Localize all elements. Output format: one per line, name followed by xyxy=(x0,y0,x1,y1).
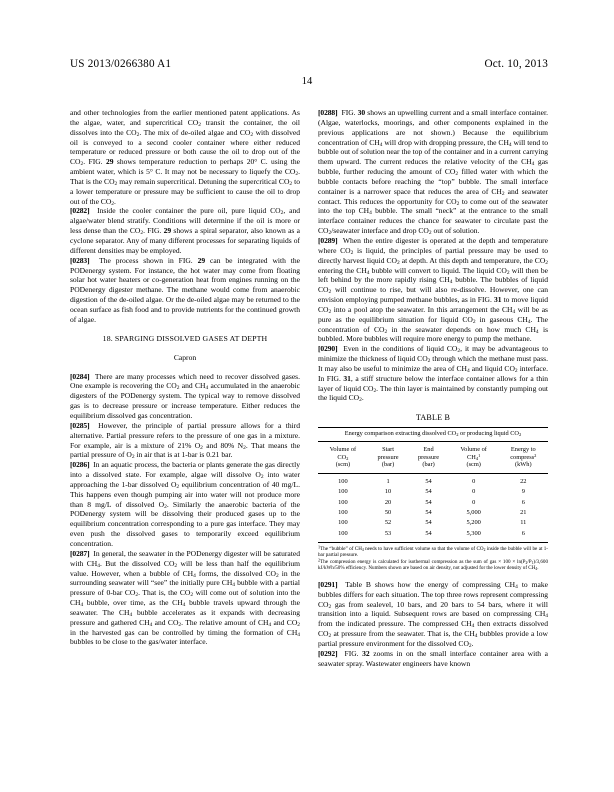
table-row xyxy=(318,487,548,497)
column-header-energy-to-compress: Energy to compress$^2$ (kWh) xyxy=(510,445,537,469)
cell: 5,000 xyxy=(466,509,481,517)
cell: 100 xyxy=(338,477,348,485)
footnote-text: The “bubble” of $CH_4$ needs to have sufficient volume so that the volume of $CO_2$ inside the bubble will be at 1-bar partial pressure. xyxy=(318,545,549,559)
cell: 0 xyxy=(472,498,476,506)
footnote-marker: 1 xyxy=(318,544,321,550)
table-row xyxy=(318,528,548,538)
cell: 21 xyxy=(520,509,527,517)
paragraph-number: [0291] xyxy=(318,579,338,589)
paragraph-0290 xyxy=(318,344,548,403)
cell: 100 xyxy=(338,498,348,506)
publication-number: US 2013/0266380 A1 xyxy=(70,58,172,70)
footnote-2 xyxy=(318,559,548,572)
paragraph-number: [0284] xyxy=(70,371,90,381)
paragraph-number: [0287] xyxy=(70,548,90,558)
cell: 100 xyxy=(338,509,348,517)
cell: 53 xyxy=(384,529,392,537)
footnote-marker: 2 xyxy=(318,557,321,563)
cell: 100 xyxy=(338,529,348,537)
cell: 1 xyxy=(386,477,390,485)
paragraph-0284 xyxy=(70,372,300,421)
cell: 54 xyxy=(425,519,432,527)
paragraph-text: When the entire digester is operated at the depth and temperature where $CO_2$ is liquid, the principles of partial pressure may be used to directly harvest liquid $CO_2$ at depth. At this depth and temperature, the $CO_2$ entering the $CH_4$ bubble will convert to liquid. The liquid $CO_2$ will then be left behind by the more rapidly rising $CH_4$ bubble. The bubbles of liquid $CO_2$ will continue to rise, but will also re-dissolve. However, one can envision employing pumped methane bubbles, as in FIG. 31 to move liquid $CO_2$ into a pool atop the seawater. In this arrangement the $CH_4$ will be as pure as the equilibrium situation for liquid $CO_2$ in gaseous $CH_4$. The concentration of $CO_2$ in the seawater depends on how much $CH_4$ is bubbled. More bubbles will require more energy to pump the methane. xyxy=(318,235,549,344)
table-subtitle: Energy comparison extracting dissolved $CO_2$ or producing liquid $CO_2$ xyxy=(344,430,522,438)
paragraph-number: [0286] xyxy=(70,460,90,470)
cell: 22 xyxy=(520,477,527,485)
paragraph-number: [0285] xyxy=(70,420,90,430)
paragraph-0283 xyxy=(70,256,300,325)
section-heading: 18. SPARGING DISSOLVED GASES AT DEPTH xyxy=(102,333,268,343)
paragraph-number: [0283] xyxy=(70,255,90,265)
paragraph-text: However, the principle of partial pressure allows for a third alternative. Partial pressure refers to the pressure of one gas in a mixture. For example, air is a mixture of 21% $O_2$ and 80% $N_2$. That means the partial pressure of $O_2$ in air that is at 1-bar is 0.21 bar. xyxy=(70,420,300,461)
column-header-volume-ch4: Volume of $CH_4^1$ (scm) xyxy=(460,445,487,469)
table-row xyxy=(318,497,548,507)
cell: 52 xyxy=(384,519,392,527)
paragraph-0288 xyxy=(318,108,548,236)
paragraph-text: There are many processes which need to recover dissolved gases. One example is recovering the $CO_2$ and $CH_4$ accumulated in the anaerobic digesters of the PODenergy system. The typical way to remove dissolved gas is to decrease pressure or increase temperature. Either reduces the equilibrium dissolved gas concentration. xyxy=(70,371,301,421)
cell: 10 xyxy=(384,488,392,496)
cell: 0 xyxy=(472,477,476,485)
paragraph-0286 xyxy=(70,460,300,549)
paragraph-0282 xyxy=(70,206,300,255)
paragraph-text: Table B shows how the energy of compressing $CH_4$ to make bubbles differs for each situation. The top three rows represent compressing $CO_2$ gas from sealevel, 10 bars, and 20 bars to 54 bars, where it will transition into a liquid. Subsequent rows are based on compressing $CH_4$ from the indicated pressure. The compressed $CH_4$ then extracts dissolved $CO_2$ at pressure from the seawater. That is, the $CH_4$ bubbles provide a low partial pressure environment for the dissolved $CO_2$. xyxy=(318,579,548,650)
cell: 5,200 xyxy=(466,519,481,527)
table-row xyxy=(318,518,548,528)
cell: 54 xyxy=(425,509,432,517)
paragraph-text: In general, the seawater in the PODenergy digester will be saturated with $CH_4$. But the dissolved $CO_2$ will be less than half the equilibrium value. However, when a bubble of $CH_4$ forms, the dissolved $CO_2$ in the surrounding seawater will “see” the initially pure $CH_4$ bubble with a partial pressure of 0-bar $CO_2$. That is, the $CO_2$ will come out of solution into the $CH_4$ bubble, over time, as the $CH_4$ bubble travels upward through the seawater. The $CH_4$ bubble accelerates as it expands with decreasing pressure and gathered $CH_4$ and $CO_2$. The relative amount of $CH_4$ and $CO_2$ in the harvested gas can be controlled by timing the formation of $CH_4$ bubbles to be close to the gas/water interface. xyxy=(70,548,301,647)
paragraph-number: [0292] xyxy=(318,648,338,658)
paragraph-number: [0289] xyxy=(318,235,338,245)
column-header-end-pressure: End pressure (bar) xyxy=(417,445,440,469)
paragraph-text: FIG. 32 zooms in on the small interface container area with a seawater spray. Wastewater engineers have known xyxy=(318,648,549,668)
footnote-1 xyxy=(318,546,548,559)
column-header-volume-co2: Volume of $CO_2$ (scm) xyxy=(329,445,357,469)
section-byline: Capron xyxy=(173,352,197,362)
cell: 54 xyxy=(425,488,432,496)
paragraph-number: [0290] xyxy=(318,344,338,354)
table-title: TABLE B xyxy=(415,413,451,423)
cell: 6 xyxy=(521,529,525,537)
paragraph-continued xyxy=(70,108,300,206)
paragraph-text: FIG. 30 shows an upwelling current and a small interface container. (Algae, waterlocks, moorings, and other components explained in the previous applications are not shown.) Because the equilibrium concentration of $CH_4$ will drop with dropping pressure, the $CH_4$ will tend to bubble out of solution near the top of the container and in a current carrying them upward. The current reduces the relative velocity of the $CH_4$ gas bubble, further reducing the amount of $CO_2$ filled water with which the bubble contacts before reaching the “top” bubble. The small interface container is a narrower space that reduces the area of $CH_2$ and seawater contact. This reduces the opportunity for $CO_2$ to come out of the seawater into the top $CH_4$ bubble. The small “neck” at the entrance to the small interface container reduces the chance for seawater to circulate past the $CO_2$/seawater interface and drop $CO_2$ out of solution. xyxy=(318,108,549,237)
cell: 5,300 xyxy=(466,529,481,537)
left-column xyxy=(70,108,300,768)
paragraph-0289 xyxy=(318,236,548,344)
cell: 54 xyxy=(425,477,432,485)
publication-date: Oct. 10, 2013 xyxy=(484,58,548,70)
paragraph-0285 xyxy=(70,421,300,460)
table-row xyxy=(318,508,548,518)
paragraph-text: The process shown in FIG. 29 can be integrated with the PODenergy system. For instance, the hot water may come from floating solar hot water heaters or co-generation heat from engines running on the PODenergy digester methane. The methane would come from anaerobic digestion of the de-oiled algae. Or the de-oiled algae may be returned to the ocean surface as fish food and to provide nutrients for the continued growth of algae. xyxy=(70,255,300,324)
table-b xyxy=(318,427,548,543)
body-columns xyxy=(70,108,548,768)
paragraph-text: Even in the conditions of liquid $CO_2$, it may be advantageous to minimize the thickness of liquid $CO_2$ through which the methane must pass. It may also be useful to minimize the area of $CH_4$ and liquid $CO_2$ interface. In FIG. 31, a stiff structure below the interface container allows for a thin layer of liquid $CO_2$. The thin layer is maintained by constantly pumping out the liquid $CO_2$. xyxy=(318,344,549,404)
footnote-text: The compression energy is calculated for isothermal compression as the sum of gas × $100 \times \ln(P_2/P_1)/3,600$ kJ/kWh/50% efficiency. Numbers shown are based on air density, not adjusted for the lower density of $CH_4$. xyxy=(318,558,548,572)
cell: 54 xyxy=(425,529,432,537)
column-header-start-pressure: Start pressure (bar) xyxy=(377,445,399,469)
right-column xyxy=(318,108,548,768)
running-header xyxy=(70,58,548,70)
table-footnotes xyxy=(318,546,548,572)
table-b-block xyxy=(318,413,548,572)
cell: 11 xyxy=(520,519,527,527)
page-number: 14 xyxy=(301,76,313,87)
cell: 20 xyxy=(384,498,392,506)
paragraph-number: [0288] xyxy=(318,108,338,117)
paragraph-text: In an aquatic process, the bacteria or plants generate the gas directly into a dissolved state. For example, algae will dissolve $O_2$ into water approaching the 1-bar dissolved $O_2$ equilibrium concentration of 40 mg/L. This happens even though pumping air into water will not produce more than 8 mg/L of dissolved $O_2$. Similarly the anaerobic bacteria of the PODenergy system will be dissolving their produced gases up to the equilibrium concentration corresponding to a pure gas interface. They may even push the dissolved gases to temporarily exceed equilibrium concentration. xyxy=(70,460,301,548)
paragraph-number: [0282] xyxy=(70,206,90,216)
table-row xyxy=(318,477,548,487)
cell: 9 xyxy=(521,488,525,496)
cell: 50 xyxy=(384,509,392,517)
cell: 0 xyxy=(472,488,476,496)
cell: 54 xyxy=(425,498,432,506)
cell: 100 xyxy=(338,488,348,496)
paragraph-0292 xyxy=(318,649,548,669)
cell: 6 xyxy=(521,498,525,506)
paragraph-0287 xyxy=(70,549,300,647)
table-rule-bottom xyxy=(318,542,548,543)
table-header-row xyxy=(318,442,548,473)
paragraph-0291 xyxy=(318,580,548,649)
table-body xyxy=(318,427,548,543)
paragraph-text: and other technologies from the earlier mentioned patent applications. As the algae, water, and supercritical $CO_2$ transit the container, the oil dissolves into the $CO_2$. The mix of de-oiled algae and $CO_2$ with dissolved oil is conveyed to a second cooler container where either reduced temperature or reduced pressure or both cause the oil to drop out of the $CO_2$. FIG. 29 shows temperature reduction to perhaps 20° C. using the ambient water, which is 5° C. It may not be necessary to liquefy the $CO_2$. That is the $CO_2$ may remain supercritical. Detuning the supercritical $CO_2$ to a lower temperature or pressure may be sufficient to cause the oil to drop out of the $CO_2$. xyxy=(70,108,301,207)
cell: 100 xyxy=(338,519,348,527)
table-subtitle-row xyxy=(318,428,548,442)
paragraph-text: Inside the cooler container the pure oil, pure liquid $CO_2$, and algae/water blend stratify. Conditions will determine if the oil is more or less dense than the $CO_2$. FIG. 29 shows a spiral separator, also known as a cyclone separator. Any of many different processes for separating liquids of different densities may be employed. xyxy=(70,206,300,255)
